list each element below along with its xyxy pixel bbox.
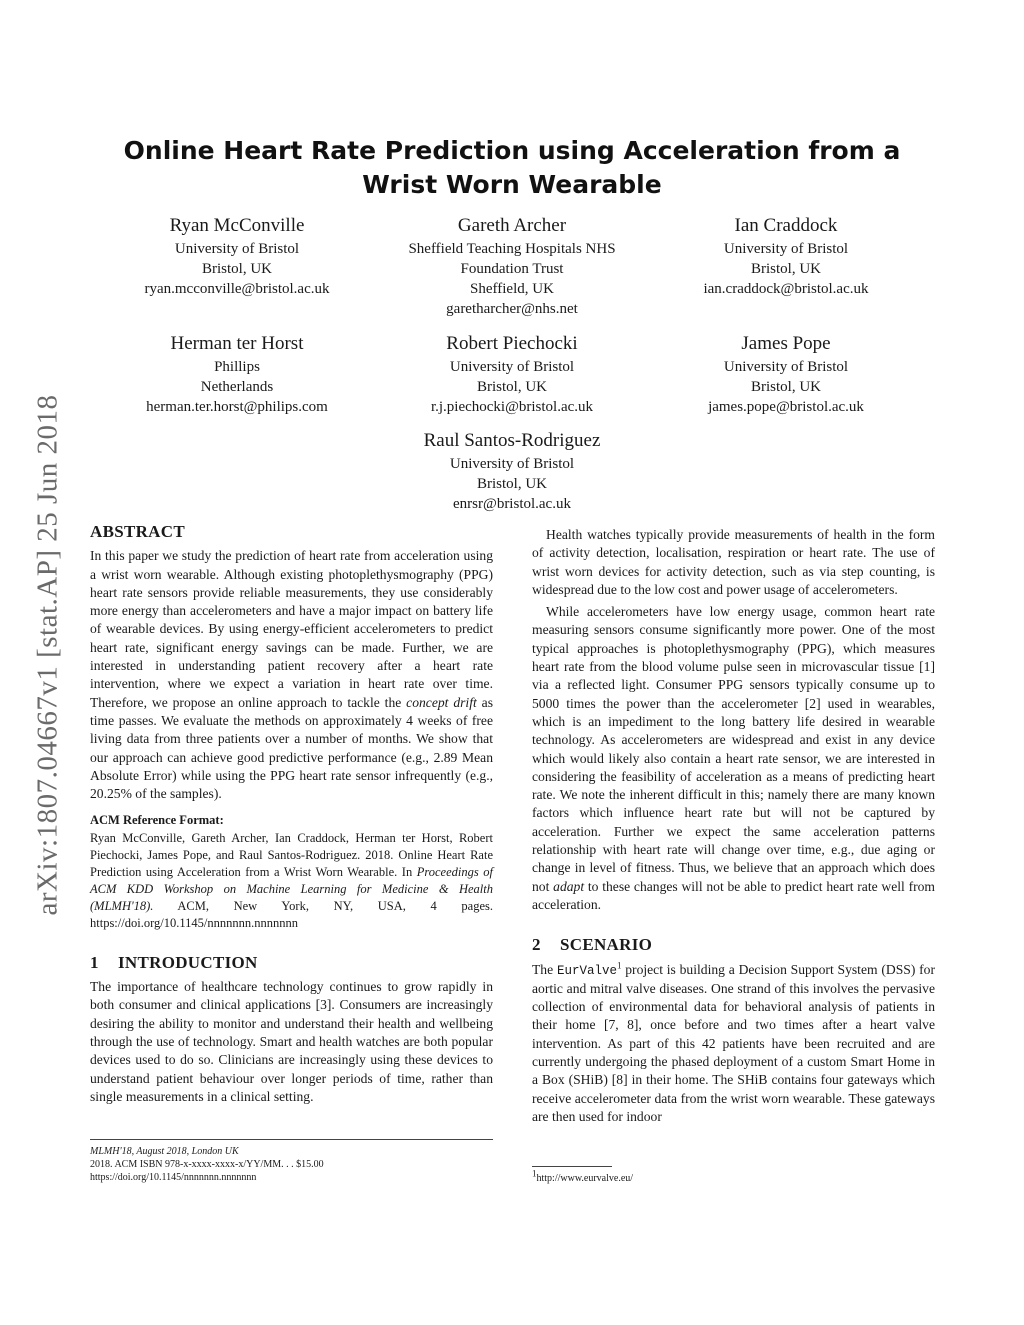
author-affiliation: University of Bristol bbox=[723, 359, 849, 375]
author-email: ian.craddock@bristol.ac.uk bbox=[703, 281, 869, 297]
intro-heading: 1 INTRODUCTION bbox=[90, 952, 258, 972]
author-name: Gareth Archer bbox=[457, 215, 567, 236]
footnote-divider bbox=[532, 1166, 612, 1167]
isbn-line: 2018. ACM ISBN 978-x-xxxx-xxxx-x/YY/MM. . . $15.00 bbox=[90, 1159, 324, 1170]
author-name: Robert Piechocki bbox=[446, 333, 578, 354]
scenario-heading: 2 SCENARIO bbox=[532, 935, 653, 955]
author-block bbox=[87, 214, 387, 299]
author-affiliation: Sheffield Teaching Hospitals NHS bbox=[408, 241, 616, 257]
author-affiliation: University of Bristol bbox=[174, 241, 300, 257]
author-name: Herman ter Horst bbox=[170, 333, 304, 354]
copyright-block bbox=[90, 1145, 493, 1184]
author-block bbox=[362, 429, 662, 514]
author-affiliation: Foundation Trust bbox=[460, 261, 564, 277]
author-affiliation: University of Bristol bbox=[449, 359, 575, 375]
author-block bbox=[362, 214, 662, 319]
author-block bbox=[636, 332, 936, 417]
scenario-text: The EurValve$^1$ project is building a Decision Support System (DSS) for aortic and mitral valve diseases. One strand of this involves the pervasive collection of environmental data for behavioral analysis of patients in their home [7, 8], once before and two times after a heart valve intervention. As part of this 42 patients have been recruited and are currently undergoing the phased deployment of a custom Smart Home in a Box (SHiB) [8] in their home. The SHiB contains four gateways which receive accelerometer data from the wrist worn wearable. These gateways are then used for indoor bbox=[532, 960, 935, 1124]
footnote: $^1$http://www.eurvalve.eu/ bbox=[532, 1168, 634, 1184]
author-block bbox=[87, 332, 387, 417]
author-location: Bristol, UK bbox=[476, 379, 547, 395]
author-block bbox=[362, 332, 662, 417]
author-name: James Pope bbox=[741, 333, 831, 354]
author-name: Ian Craddock bbox=[734, 215, 838, 236]
author-location: Sheffield, UK bbox=[470, 281, 554, 297]
footer-divider bbox=[90, 1139, 493, 1140]
author-location: Bristol, UK bbox=[750, 379, 821, 395]
right-column bbox=[532, 526, 935, 1126]
body-paragraph: Health watches typically provide measurements of health in the form of activity detection, localisation, respiration or heart rate. The use of wrist worn devices for activity detection, such as via step counting, is widespread due to the low cost and power usage of accelerometers. bbox=[532, 527, 935, 597]
arxiv-stamp: arXiv:1807.04667v1 [stat.AP] 25 Jun 2018 bbox=[31, 394, 64, 916]
author-affiliation: University of Bristol bbox=[449, 456, 575, 472]
author-location: Bristol, UK bbox=[476, 476, 547, 492]
author-email: r.j.piechocki@bristol.ac.uk bbox=[430, 399, 594, 415]
author-name: Raul Santos-Rodriguez bbox=[423, 430, 601, 451]
acm-reference-text: Ryan McConville, Gareth Archer, Ian Craddock, Herman ter Horst, Robert Piechocki, James Pope, and Raul Santos-Rodriguez. 2018. Online Heart Rate Prediction using Acceleration from a Wrist Worn Wearable. In Proceedings of ACM KDD Workshop on Machine Learning for Medicine & Health (MLMH'18). ACM, New York, NY, USA, 4 pages. https://doi.org/10.1145/nnnnnnn.nnnnnnn bbox=[90, 830, 493, 930]
abstract-text: In this paper we study the prediction of heart rate from acceleration using a wrist worn wearable. Although existing photoplethysmography (PPG) heart rate sensors provide reliable measurements, they use considerably more energy than accelerometers and have a major impact on battery life of wearable devices. By using energy-efficient accelerometers to predict heart rate, significant energy savings can be made. Further, we are interested in understanding patient recovery after a heart rate intervention, where we expect a variation in heart rate over time. Therefore, we propose an online approach to tackle the concept drift as time passes. We evaluate the methods on approximately 4 weeks of free living data from three patients over a number of months. We show that our approach can achieve good predictive performance (e.g., 2.89 Mean Absolute Error) while using the PPG heart rate sensor infrequently (e.g., 20.25% of the samples). bbox=[90, 548, 493, 802]
author-email: james.pope@bristol.ac.uk bbox=[708, 399, 864, 415]
abstract-heading: ABSTRACT bbox=[90, 522, 185, 541]
left-column bbox=[90, 523, 493, 1106]
author-name: Ryan McConville bbox=[169, 215, 305, 236]
footnote-link[interactable]: http://www.eurvalve.eu/ bbox=[536, 1173, 634, 1184]
paper-title: Online Heart Rate Prediction using Acceleration from a Wrist Worn Wearable bbox=[123, 136, 901, 199]
author-location: Netherlands bbox=[200, 379, 274, 395]
acm-reference-heading: ACM Reference Format: bbox=[90, 813, 224, 828]
author-email: ryan.mcconville@bristol.ac.uk bbox=[144, 281, 330, 297]
author-location: Bristol, UK bbox=[201, 261, 272, 277]
conference-line: MLMH'18, August 2018, London UK bbox=[90, 1146, 239, 1157]
author-email: herman.ter.horst@philips.com bbox=[146, 399, 328, 415]
intro-text: The importance of healthcare technology continues to grow rapidly in both consumer and clinical applications [3]. Consumers are increasingly desiring the ability to monitor and understand their health and wellbeing through the use of technology. Smart and health watches are both popular devices used to do so. Clinicians are increasingly using these devices to understand patient behaviour over longer periods of time, rather than single measurements in a clinical setting. bbox=[90, 979, 493, 1104]
author-location: Bristol, UK bbox=[750, 261, 821, 277]
author-email: garetharcher@nhs.net bbox=[446, 301, 578, 317]
author-email: enrsr@bristol.ac.uk bbox=[453, 496, 571, 512]
author-affiliation: Phillips bbox=[214, 359, 260, 375]
author-affiliation: University of Bristol bbox=[723, 241, 849, 257]
body-paragraph: While accelerometers have low energy usage, common heart rate measuring sensors consume significantly more power. One of the most typical approaches is photoplethysmography (PPG), which measures heart rate from the blood volume pulse seen in microvascular tissue [1] via a reflected light. Consumer PPG sensors typically consume up to 5000 times the power than the accelerometer [2] used in wearables, which is an impediment to the long battery life desired in wearable technology. As accelerometers are widespread and exist in any device which would likely also contain a heart rate sensor, we are interested in considering the feasibility of acceleration as a means of predicting heart rate. We note the inherent difficult in this; namely there are many known factors which influence heart rate but will not be captured by acceleration. Further we expect the same acceleration patterns relationship with heart rate will change over time, e.g., due aging or change in level of fitness. Thus, we believe that an approach which does not adapt to these changes will not be able to predict heart rate well from acceleration. bbox=[532, 604, 935, 912]
author-block bbox=[636, 214, 936, 299]
doi-line: https://doi.org/10.1145/nnnnnnn.nnnnnnn bbox=[90, 1172, 257, 1183]
